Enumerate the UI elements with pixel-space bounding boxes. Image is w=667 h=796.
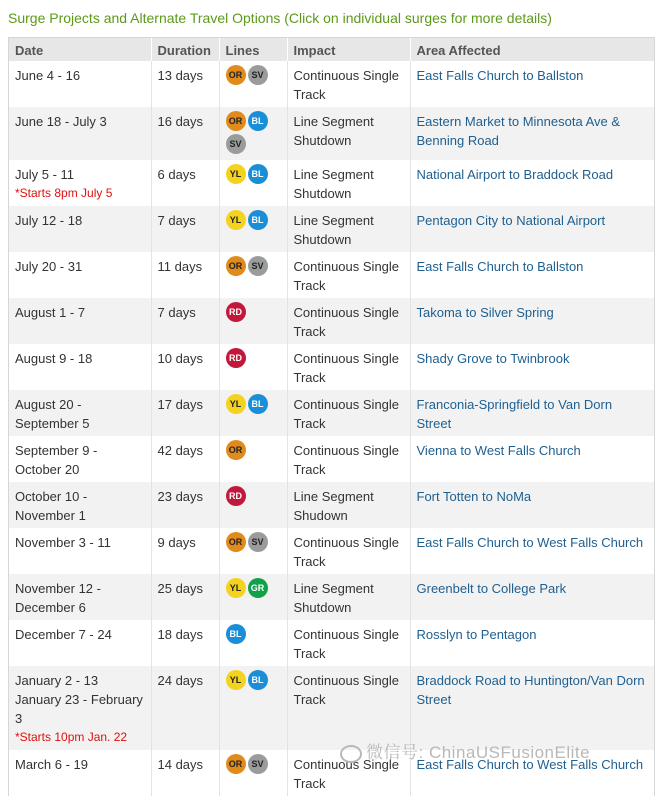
lines-cell — [219, 344, 287, 390]
table-row — [9, 206, 654, 252]
date-cell — [9, 574, 151, 620]
date-cell — [9, 160, 151, 206]
area-cell — [410, 61, 654, 107]
impact-cell: Line Segment Shutdown — [287, 160, 410, 206]
area-link[interactable]: East Falls Church to Ballston — [416, 68, 584, 83]
lines-cell — [219, 206, 287, 252]
date-text: August 1 - 7 — [15, 305, 86, 320]
impact-cell: Continuous Single Track — [287, 436, 410, 482]
line-badge-sv: SV — [248, 532, 268, 552]
date-text: September 9 - October 20 — [15, 443, 98, 477]
duration-cell: 6 days — [151, 160, 219, 206]
area-link[interactable]: East Falls Church to West Falls Church — [416, 757, 644, 772]
duration-cell: 10 days — [151, 344, 219, 390]
lines-cell — [219, 61, 287, 107]
table-row — [9, 107, 654, 160]
lines-cell — [219, 482, 287, 528]
lines-cell — [219, 666, 287, 750]
column-header-lines: Lines — [219, 38, 287, 61]
line-badge-yl: YL — [226, 210, 246, 230]
line-badge-bl: BL — [248, 164, 268, 184]
date-cell — [9, 750, 151, 796]
surge-table-container — [8, 37, 655, 796]
lines-cell — [219, 436, 287, 482]
line-badge-or: OR — [226, 532, 246, 552]
area-link[interactable]: Pentagon City to National Airport — [416, 213, 606, 228]
column-header-impact: Impact — [287, 38, 410, 61]
area-link[interactable]: East Falls Church to Ballston — [416, 259, 584, 274]
line-badge-or: OR — [226, 754, 246, 774]
line-badge-bl: BL — [248, 670, 268, 690]
impact-cell: Continuous Single Track — [287, 750, 410, 796]
date-cell — [9, 620, 151, 666]
area-cell — [410, 298, 654, 344]
lines-cell — [219, 160, 287, 206]
duration-cell: 42 days — [151, 436, 219, 482]
line-badge-or: OR — [226, 256, 246, 276]
impact-cell: Continuous Single Track — [287, 528, 410, 574]
date-text: June 18 - July 3 — [15, 114, 107, 129]
table-row — [9, 390, 654, 436]
date-text: August 20 - September 5 — [15, 397, 90, 431]
area-cell — [410, 482, 654, 528]
duration-cell: 7 days — [151, 206, 219, 252]
table-row — [9, 298, 654, 344]
line-badge-yl: YL — [226, 164, 246, 184]
column-header-duration: Duration — [151, 38, 219, 61]
duration-cell: 18 days — [151, 620, 219, 666]
area-cell — [410, 574, 654, 620]
table-body — [9, 61, 654, 796]
lines-cell — [219, 620, 287, 666]
impact-cell: Continuous Single Track — [287, 298, 410, 344]
area-link[interactable]: Braddock Road to Huntington/Van Dorn Street — [416, 673, 645, 707]
table-row — [9, 160, 654, 206]
date-cell — [9, 252, 151, 298]
duration-cell: 24 days — [151, 666, 219, 750]
duration-cell: 14 days — [151, 750, 219, 796]
duration-cell: 25 days — [151, 574, 219, 620]
duration-cell: 7 days — [151, 298, 219, 344]
date-text: November 3 - 11 — [15, 535, 111, 550]
area-cell — [410, 390, 654, 436]
date-cell — [9, 298, 151, 344]
lines-cell — [219, 107, 287, 160]
line-badge-rd: RD — [226, 302, 246, 322]
line-badge-gr: GR — [248, 578, 268, 598]
table-header-row — [9, 38, 654, 61]
date-cell — [9, 344, 151, 390]
area-cell — [410, 528, 654, 574]
area-link[interactable]: Shady Grove to Twinbrook — [416, 351, 570, 366]
impact-cell: Line Segment Shudown — [287, 482, 410, 528]
watermark-text: 微信号: ChinaUSFusionElite — [366, 743, 591, 762]
date-cell — [9, 528, 151, 574]
date-text: July 12 - 18 — [15, 213, 83, 228]
duration-cell: 17 days — [151, 390, 219, 436]
start-note: *Starts 8pm July 5 — [15, 186, 113, 200]
wechat-icon — [340, 745, 362, 763]
impact-cell: Continuous Single Track — [287, 252, 410, 298]
table-row — [9, 574, 654, 620]
table-row — [9, 620, 654, 666]
area-link[interactable]: Rosslyn to Pentagon — [416, 627, 537, 642]
duration-cell: 11 days — [151, 252, 219, 298]
area-link[interactable]: Franconia-Springfield to Van Dorn Street — [416, 397, 613, 431]
line-badge-yl: YL — [226, 394, 246, 414]
start-note: *Starts 10pm Jan. 22 — [15, 730, 128, 744]
area-link[interactable]: Takoma to Silver Spring — [416, 305, 554, 320]
area-cell — [410, 252, 654, 298]
date-cell — [9, 436, 151, 482]
date-text: March 6 - 19 — [15, 757, 88, 772]
table-row — [9, 252, 654, 298]
surge-table — [9, 38, 654, 796]
duration-cell: 9 days — [151, 528, 219, 574]
watermark — [340, 738, 590, 763]
date-cell — [9, 206, 151, 252]
date-text: August 9 - 18 — [15, 351, 93, 366]
page-title: Surge Projects and Alternate Travel Options (Click on individual surges for more details) — [8, 10, 552, 26]
date-text: June 4 - 16 — [15, 68, 81, 83]
area-cell — [410, 620, 654, 666]
area-link[interactable]: East Falls Church to West Falls Church — [416, 535, 644, 550]
impact-cell: Line Segment Shutdown — [287, 107, 410, 160]
area-link[interactable]: Vienna to West Falls Church — [416, 443, 581, 458]
date-cell — [9, 482, 151, 528]
line-badge-bl: BL — [248, 210, 268, 230]
duration-cell: 23 days — [151, 482, 219, 528]
area-link[interactable]: Eastern Market to Minnesota Ave & Benning Road — [416, 114, 621, 148]
date-text: July 5 - 11 — [15, 167, 75, 182]
area-link[interactable]: Greenbelt to College Park — [416, 581, 567, 596]
lines-cell — [219, 574, 287, 620]
impact-cell: Line Segment Shutdown — [287, 574, 410, 620]
line-badge-sv: SV — [248, 65, 268, 85]
date-text: November 12 - December 6 — [15, 581, 101, 615]
line-badge-bl: BL — [248, 394, 268, 414]
area-link[interactable]: National Airport to Braddock Road — [416, 167, 614, 182]
impact-cell: Continuous Single Track — [287, 344, 410, 390]
area-cell — [410, 160, 654, 206]
table-row — [9, 482, 654, 528]
impact-cell: Continuous Single Track — [287, 61, 410, 107]
column-header-date: Date — [9, 38, 151, 61]
impact-cell: Continuous Single Track — [287, 666, 410, 750]
date-text: December 7 - 24 — [15, 627, 112, 642]
table-row — [9, 344, 654, 390]
duration-cell: 13 days — [151, 61, 219, 107]
date-cell — [9, 390, 151, 436]
impact-cell: Continuous Single Track — [287, 620, 410, 666]
lines-cell — [219, 298, 287, 344]
line-badge-sv: SV — [226, 134, 246, 154]
line-badge-or: OR — [226, 111, 246, 131]
line-badge-sv: SV — [248, 754, 268, 774]
date-cell — [9, 61, 151, 107]
area-cell — [410, 344, 654, 390]
date-text: July 20 - 31 — [15, 259, 83, 274]
date-text: October 10 - November 1 — [15, 489, 88, 523]
line-badge-bl: BL — [248, 111, 268, 131]
date-text: January 2 - 13 January 23 - February 3 — [15, 673, 143, 726]
duration-cell: 16 days — [151, 107, 219, 160]
lines-cell — [219, 750, 287, 796]
date-cell — [9, 107, 151, 160]
table-row — [9, 436, 654, 482]
line-badge-rd: RD — [226, 348, 246, 368]
table-row — [9, 528, 654, 574]
lines-cell — [219, 528, 287, 574]
area-cell — [410, 107, 654, 160]
line-badge-yl: YL — [226, 578, 246, 598]
line-badge-sv: SV — [248, 256, 268, 276]
lines-cell — [219, 390, 287, 436]
date-cell — [9, 666, 151, 750]
lines-cell — [219, 252, 287, 298]
area-link[interactable]: Fort Totten to NoMa — [416, 489, 532, 504]
area-cell — [410, 206, 654, 252]
line-badge-or: OR — [226, 440, 246, 460]
impact-cell: Line Segment Shutdown — [287, 206, 410, 252]
line-badge-or: OR — [226, 65, 246, 85]
line-badge-bl: BL — [226, 624, 246, 644]
column-header-area: Area Affected — [410, 38, 654, 61]
line-badge-rd: RD — [226, 486, 246, 506]
area-cell — [410, 436, 654, 482]
line-badge-yl: YL — [226, 670, 246, 690]
impact-cell: Continuous Single Track — [287, 390, 410, 436]
table-row — [9, 61, 654, 107]
